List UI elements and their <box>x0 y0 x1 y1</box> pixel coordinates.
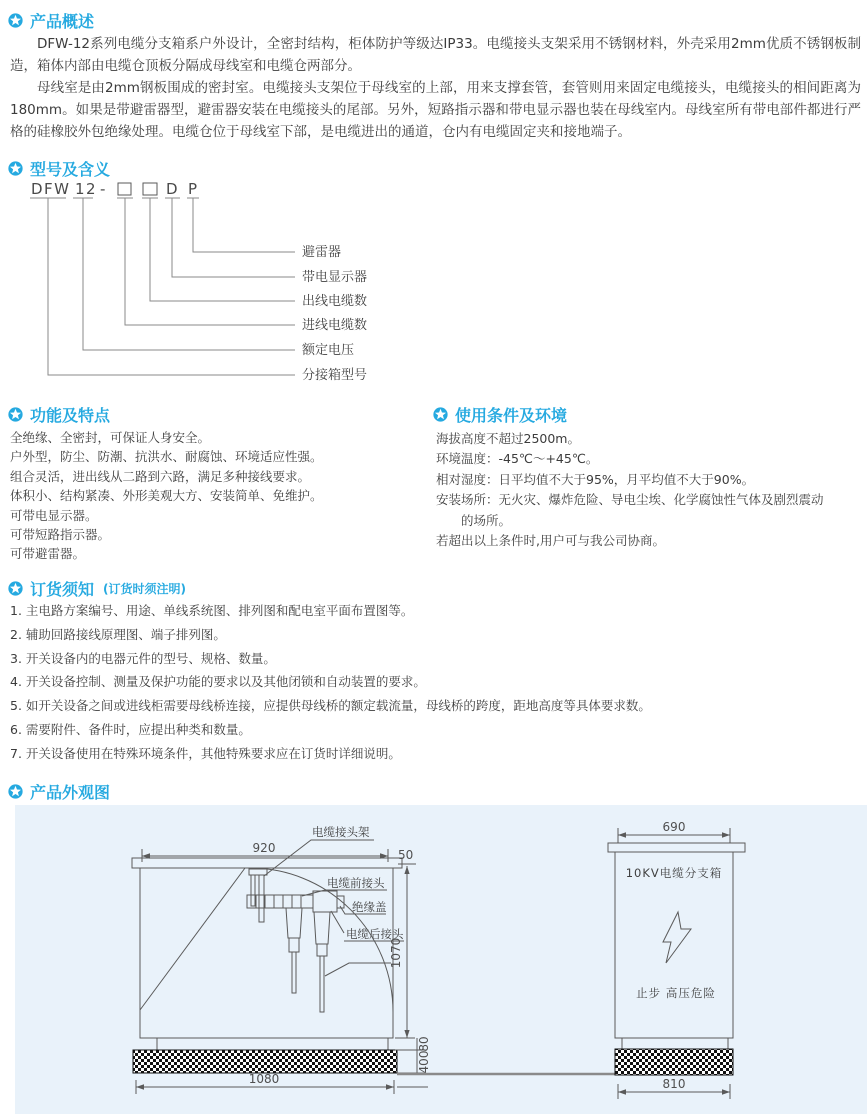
ordering-item: 3. 开关设备内的电器元件的型号、规格、数量。 <box>10 650 276 666</box>
dim-400: 400 <box>417 1050 431 1074</box>
cable-termination-collar <box>289 938 299 952</box>
model-label-outgoing: 出线电缆数 <box>302 294 368 309</box>
ordering-item: 6. 需要附件、备件时，应提出种类和数量。 <box>10 721 251 737</box>
dim-80: 80 <box>417 1036 431 1052</box>
cabinet-plinth-side <box>157 1038 388 1050</box>
model-leader-display <box>172 198 295 277</box>
dim-810: 810 <box>662 1077 686 1091</box>
feature-item: 户外型，防尘、防潮、抗洪水、耐腐蚀、环境适应性强。 <box>10 449 323 465</box>
cabinet-cap-front <box>608 843 745 852</box>
section-title: 产品外观图 <box>30 783 111 802</box>
foundation-base-front <box>615 1049 733 1075</box>
cable-termination <box>286 908 302 938</box>
ordering-item: 4. 开关设备控制、测量及保护功能的要求以及其他闭锁和自动装置的要求。 <box>10 674 426 690</box>
connector-bracket-plate <box>249 869 267 875</box>
condition-line-wrap: 的场所。 <box>461 512 512 528</box>
cable <box>292 952 296 993</box>
cable-rear-connector-body <box>313 891 337 912</box>
model-label-incoming: 进线电缆数 <box>302 318 368 333</box>
condition-line: 海拔高度不超过2500m。 <box>436 431 580 446</box>
front-view-drawing <box>608 820 745 1099</box>
feature-item: 全绝缘、全密封，可保证人身安全。 <box>10 430 211 445</box>
overview-paragraphs <box>10 33 861 143</box>
model-leader-arrester <box>193 198 295 252</box>
foundation-base-side <box>133 1050 397 1073</box>
dim-690: 690 <box>662 820 686 834</box>
insulation-cover-label: 绝缘盖 <box>352 900 387 914</box>
door-diagonal-line <box>140 868 245 1010</box>
cable-termination <box>314 912 330 944</box>
warning-label: 止步 高压危险 <box>636 986 716 1000</box>
model-label-display: 带电显示器 <box>302 270 368 285</box>
overview-paragraph: DFW-12系列电缆分支箱系户外设计，全密封结构，柜体防护等级达IP33。电缆接头支架采用不锈钢材料，外壳采用2mm优质不锈钢板制造，箱体内部由电缆仓顶板分隔成母线室和电缆仓两部分。 <box>10 36 861 74</box>
feature-item: 体积小、结构紧凑、外形美观大方、安装简单、免维护。 <box>10 488 323 504</box>
lightning-bolt-icon <box>663 912 691 963</box>
model-token-dash: - <box>100 180 107 198</box>
model-token-p: P <box>188 180 199 198</box>
model-leader-voltage <box>83 198 295 350</box>
ordering-item: 7. 开关设备使用在特殊环境条件，其他特殊要求应在订货时详细说明。 <box>10 745 401 761</box>
frame-label: 电缆接头架 <box>312 825 370 839</box>
feature-item: 可带短路指示器。 <box>10 527 111 543</box>
condition-line: 相对湿度：日平均值不大于95%，月平均值不大于90%。 <box>436 471 755 487</box>
appearance-drawing-panel <box>15 805 867 1114</box>
model-token-voltage: 12 <box>75 180 98 198</box>
model-designation-diagram <box>18 178 438 393</box>
overview-paragraph: 母线室是由2mm钢板围成的密封室。电缆接头支架位于母线室的上部，用来支撑套管，套管则用来固定电缆接头，电缆接头的相间距离为180mm。如果是带避雷器型，避雷器安装在电缆接头的尾部。另外，短路指示器和带电显示器也装在母线室内。母线室所有带电部件都进行严格的硅橡胶外包绝缘处理。电缆仓位于母线室下部，是电缆进出的通道，仓内有电缆固定夹和接地端子。 <box>10 80 861 140</box>
section-title: 产品概述 <box>30 12 95 31</box>
cable <box>320 956 324 1012</box>
model-token-box-outgoing <box>143 183 157 195</box>
ordering-item: 5. 如开关设备之间或进线柜需要母线桥连接，应提供母线桥的额定载流量，母线桥的跨度，距地高度等具体要求数。 <box>10 698 651 714</box>
section-heading-appearance <box>8 780 110 803</box>
section-star-icon <box>8 13 23 28</box>
model-token-dfw: DFW <box>31 180 71 198</box>
model-label-type: 分接箱型号 <box>302 368 368 383</box>
cabinet-cap-side <box>132 858 402 868</box>
cable-pointer-line <box>325 963 391 976</box>
section-heading-model <box>8 157 110 180</box>
dim-50: 50 <box>398 848 414 862</box>
section-star-icon <box>8 407 23 422</box>
dim-1070: 1070 <box>389 937 403 969</box>
section-heading-conditions <box>433 403 567 426</box>
section-heading-overview <box>8 9 94 32</box>
features-list <box>10 428 430 564</box>
cable-front-connector-body <box>247 895 313 908</box>
front-connector-label: 电缆前接头 <box>327 876 385 890</box>
section-star-icon <box>433 407 448 422</box>
cabinet-body-side <box>140 868 393 1038</box>
connector-segments <box>256 895 301 908</box>
model-token-box-incoming <box>118 183 131 195</box>
section-title: 功能及特点 <box>30 406 111 425</box>
section-title: 型号及含义 <box>30 160 111 179</box>
section-star-icon <box>8 161 23 176</box>
cable-termination-collar <box>317 944 327 956</box>
cabinet-plinth-front <box>622 1038 728 1049</box>
model-label-voltage: 额定电压 <box>302 343 355 358</box>
condition-line: 若超出以上条件时,用户可与我公司协商。 <box>436 533 665 549</box>
ordering-item: 2. 辅助回路接线原理图、端子排列图。 <box>10 626 226 642</box>
model-label-arrester: 避雷器 <box>302 245 342 260</box>
conditions-list <box>436 429 860 551</box>
ordering-item: 1. 主电路方案编号、用途、单线系统图、排列图和配电室平面布置图等。 <box>10 603 414 618</box>
rear-connector-label: 电缆后接头 <box>346 927 404 941</box>
feature-item: 可带避雷器。 <box>10 546 86 562</box>
section-title-note: (订货时须注明) <box>103 582 186 596</box>
section-star-icon <box>8 784 23 799</box>
section-title: 订货须知 <box>30 580 95 599</box>
feature-item: 可带电显示器。 <box>10 507 98 523</box>
condition-line: 环境温度：-45℃～+45℃。 <box>436 451 599 467</box>
feature-item: 组合灵活，进出线从二路到六路，满足多种接线要求。 <box>10 468 311 484</box>
side-view-drawing <box>132 825 431 1094</box>
section-star-icon <box>8 581 23 596</box>
cabinet-title-label: 10KV电缆分支箱 <box>625 866 723 880</box>
connector-bracket-bar <box>259 875 264 922</box>
section-title: 使用条件及环境 <box>455 406 568 425</box>
section-heading-features <box>8 403 110 426</box>
connector-bracket-bar <box>251 875 255 906</box>
ordering-list <box>10 599 858 766</box>
dim-920: 920 <box>252 841 276 855</box>
dim-1080: 1080 <box>248 1072 280 1086</box>
model-token-d: D <box>166 180 180 198</box>
section-heading-ordering <box>8 577 186 600</box>
condition-line: 安装场所：无火灾、爆炸危险、导电尘埃、化学腐蚀性气体及剧烈震动 <box>436 492 824 508</box>
